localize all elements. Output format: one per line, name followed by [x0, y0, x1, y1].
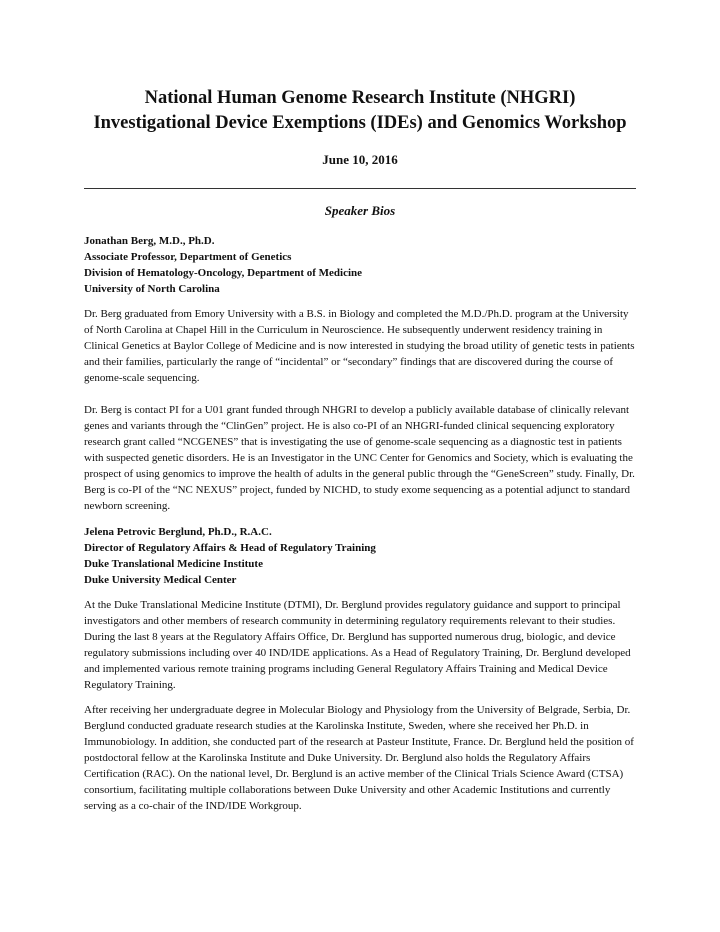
- speaker-title: Director of Regulatory Affairs & Head of Regulatory Training: [84, 542, 376, 554]
- speaker-bio-berglund: [84, 524, 638, 814]
- bio-paragraph: Dr. Berg is contact PI for a U01 grant funded through NHGRI to develop a publicly available database of clinically relevant genes and variants through the “ClinGen” project. He is also co-PI of an NHGRI-funded clinical sequencing exploratory research grant called “NCGENES” that is investigating the use of genome-scale sequencing as a diagnostic test in patients with suspected genetic disorders. He is an Investigator in the UNC Center for Genomics and Society, which is evaluating the prospect of using genomics to improve the health of adults in the general public through the “GeneScreen” study. Finally, Dr. Berg is co-PI of the “NC NEXUS” project, funded by NICHD, to study exome sequencing as a potential adjunct to standard newborn screening.: [84, 404, 635, 512]
- document-title: [0, 86, 720, 136]
- speaker-header: [84, 524, 638, 588]
- speaker-title: Associate Professor, Department of Genetics: [84, 251, 292, 263]
- speaker-institution: University of North Carolina: [84, 283, 220, 295]
- speaker-bio-berg: [84, 233, 638, 514]
- section-heading: Speaker Bios: [324, 203, 396, 218]
- speaker-name: Jonathan Berg, M.D., Ph.D.: [84, 235, 215, 247]
- speaker-bios: [84, 233, 638, 814]
- document-date: June 10, 2016: [322, 152, 398, 167]
- bio-paragraph: After receiving her undergraduate degree in Molecular Biology and Physiology from the University of Belgrade, Serbia, Dr. Berglund conducted graduate research studies at the Karolinska Institute, Sweden, where she received her Ph.D. in Immunobiology. In addition, she conducted part of the research at Pasteur Institute, France. Dr. Berglund held the position of postdoctoral fellow at the Karolinska Institute and Duke University. Dr. Berglund also holds the Regulatory Affairs Certification (RAC). On the national level, Dr. Berglund is an active member of the Clinical Trials Science Award (CTSA) consortium, facilitating multiple collaborations between Duke University and other Academic Institutions and currently serving as a co-chair of the IND/IDE Workgroup.: [84, 704, 634, 812]
- speaker-division: Duke Translational Medicine Institute: [84, 558, 263, 570]
- title-line-1: National Human Genome Research Institute (NHGRI): [144, 88, 576, 108]
- speaker-division: Division of Hematology-Oncology, Department of Medicine: [84, 267, 363, 279]
- speaker-institution: Duke University Medical Center: [84, 574, 237, 586]
- bio-paragraph: At the Duke Translational Medicine Institute (DTMI), Dr. Berglund provides regulatory guidance and support to principal investigators and other members of research community in determining regulatory requirements relevant to their studies. During the last 8 years at the Regulatory Affairs Office, Dr. Berglund has supported numerous drug, biologic, and device regulatory submissions including over 40 IND/IDE applications. As a Head of Regulatory Training, Dr. Berglund developed and implemented various remote training programs including General Regulatory Affairs Training and Medical Device Regulatory Training.: [84, 599, 631, 691]
- speaker-header: [84, 233, 638, 297]
- title-line-2: Investigational Device Exemptions (IDEs) and Genomics Workshop: [93, 113, 627, 133]
- horizontal-divider: [84, 188, 636, 189]
- speaker-name: Jelena Petrovic Berglund, Ph.D., R.A.C.: [84, 526, 272, 538]
- bio-paragraph: Dr. Berg graduated from Emory University with a B.S. in Biology and completed the M.D./Ph.D. program at the University of North Carolina at Chapel Hill in the Curriculum in Neuroscience. He subsequently underwent residency training in Clinical Genetics at Baylor College of Medicine and is now interested in studying the broad utility of genetic tests in patients and their families, particularly the range of “incidental” or “secondary” findings that are discovered during the course of genome-scale sequencing.: [84, 308, 635, 384]
